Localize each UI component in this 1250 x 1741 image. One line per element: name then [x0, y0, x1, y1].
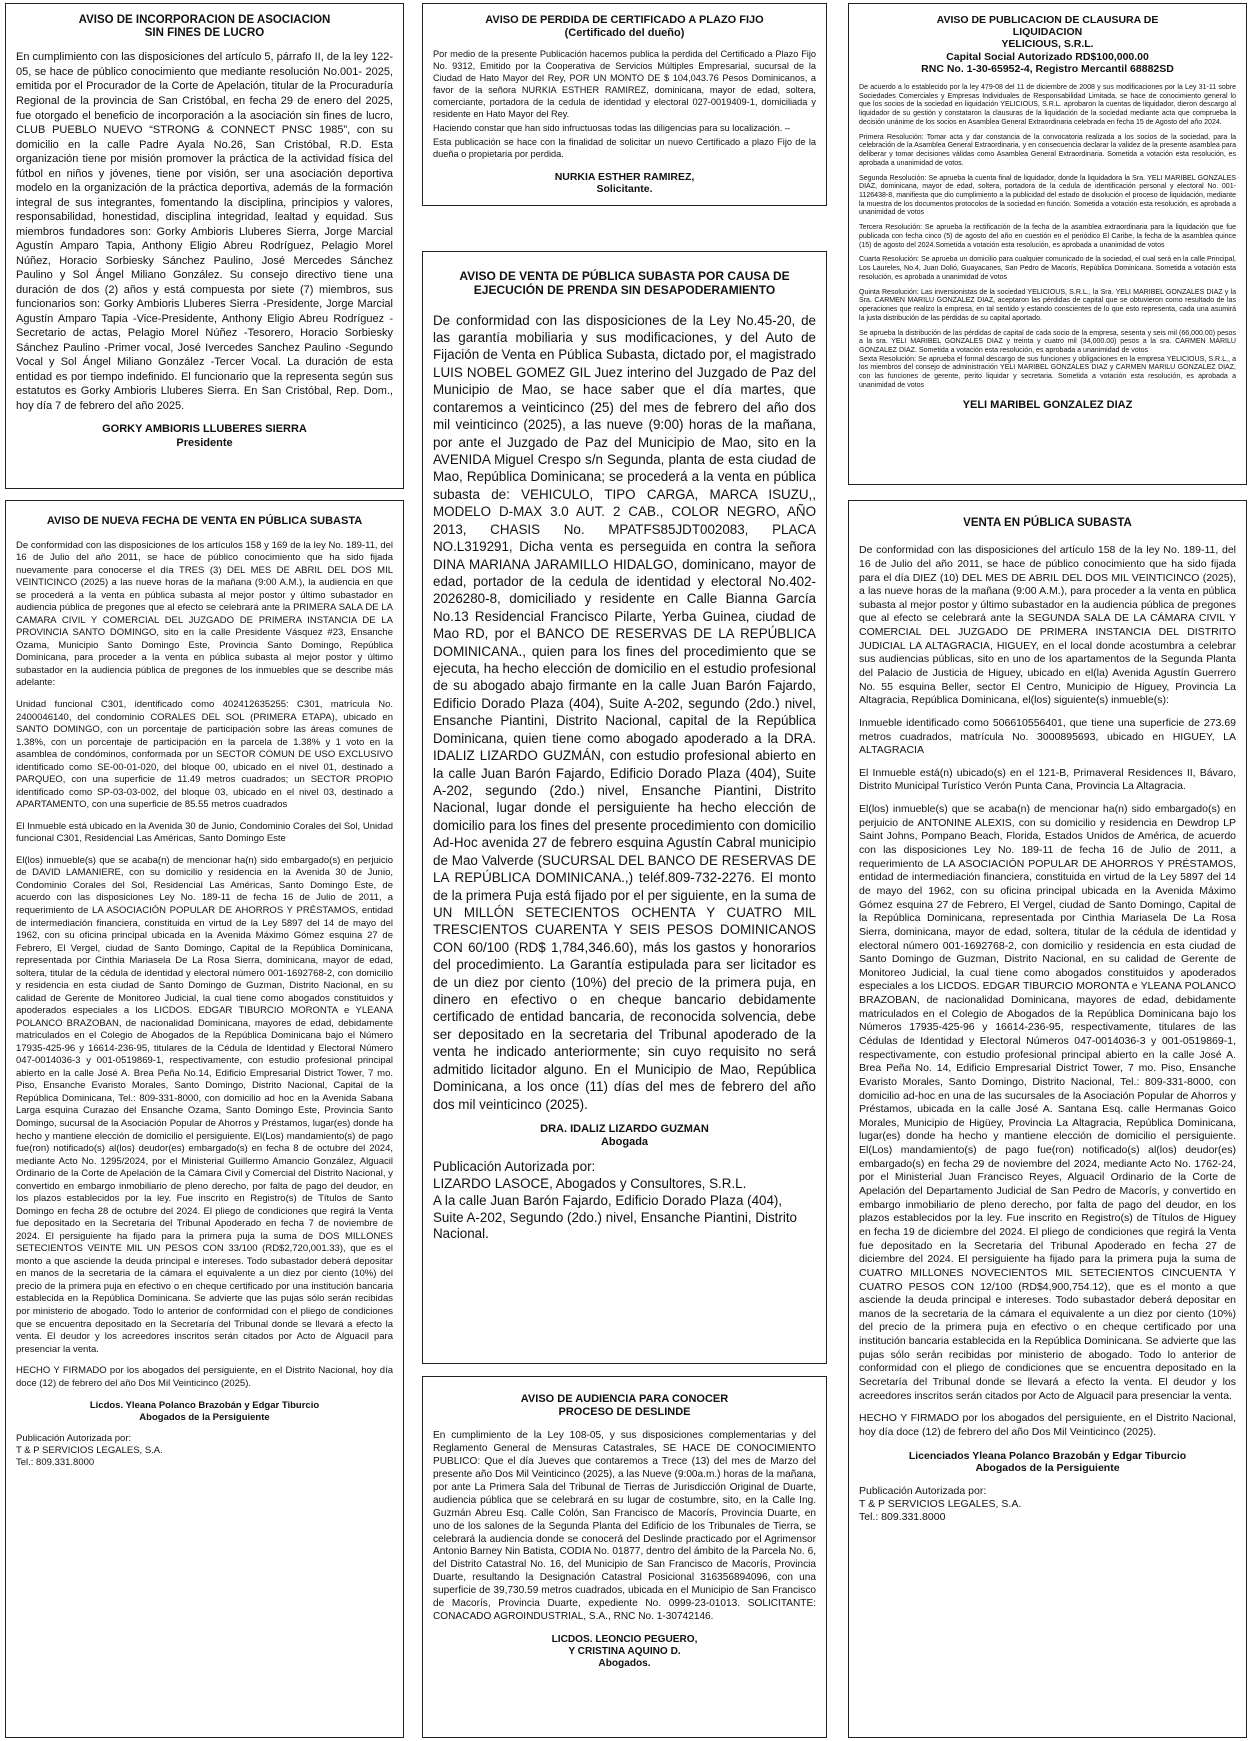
signature-role: Solicitante. — [596, 183, 653, 196]
signature-name: YELI MARIBEL GONZALEZ DIAZ — [962, 398, 1133, 411]
signature-block — [433, 1634, 816, 1670]
notice-title — [16, 515, 393, 528]
notice-closing: HECHO Y FIRMADO por los abogados del persiguiente, en el Distrito Nacional, hoy día doce (12) de febrero del año Dos Mil Veinticinco (2025). — [16, 1365, 393, 1389]
notice-venta-publica-subasta — [848, 500, 1247, 1738]
publication-line: T & P SERVICIOS LEGALES, S.A. — [859, 1497, 1022, 1510]
publication-line: A la calle Juan Barón Fajardo, Edificio Dorado Plaza (404), Suite A-202, Segundo (2do.) nivel, Ensanche Piantini, Distrito Nacional. — [433, 1192, 797, 1242]
title-line: EJECUCIÓN DE PRENDA SIN DESAPODERAMIENTO — [473, 282, 776, 297]
signature-name: Licdos. Yleana Polanco Brazobán y Edgar Tiburcio — [89, 1400, 320, 1412]
title-line: VENTA EN PÚBLICA SUBASTA — [963, 517, 1132, 529]
notice-closing: HECHO Y FIRMADO por los abogados del persiguiente, en el Distrito Nacional, hoy día doce (12) de febrero del año Dos Mil Veinticinco (2025). — [859, 1412, 1236, 1438]
notice-body: Haciendo constar que han sido infructuosas todas las diligencias para su localización. – — [433, 123, 790, 133]
notice-title — [16, 14, 393, 40]
company-name: YELICIOUS, S.R.L. — [1001, 38, 1094, 51]
signature-role: Presidente — [176, 436, 233, 449]
notice-body: Por medio de la presente Publicación hacemos publica la perdida del Certificado a Plazo Fijo No. 9312, Emitido por la Cooperativa de Servicios Múltiples Empresarial, sucursal de la Ciudad de Hato Mayor del Rey, POR UN MONTO DE $ 104,043.76 Pesos Dominicanos, a favor de la señora NURKIA ESTHER RAMIREZ, dominicana, mayor de edad, soltera, comerciante, portadora de la cedula de identidad y electoral 027-0019409-1, domiciliada y residente en Hato Mayor del Rey. — [433, 49, 816, 120]
signature-name: NURKIA ESTHER RAMIREZ, — [554, 170, 695, 183]
publication-line: Publicación Autorizada por: — [16, 1432, 132, 1444]
company-rnc: RNC No. 1-30-65952-4, Registro Mercantil 68882SD — [921, 63, 1174, 76]
publication-line: LIZARDO LASOCE, Abogados y Consultores, S.R.L. — [433, 1176, 747, 1192]
notice-venta-prenda — [422, 251, 827, 1364]
publication-block — [859, 1485, 1236, 1524]
property-location: El Inmueble está(n) ubicado(s) en el 121-B, Primaveral Residences II, Bávaro, Distrito Municipal Turístico Verón Punta Cana, Provincia La Altagracia. — [859, 766, 1236, 793]
title-line: AVISO DE PERDIDA DE CERTIFICADO A PLAZO FIJO — [485, 14, 764, 26]
signature-block — [433, 1123, 816, 1149]
title-line: (Certificado del dueño) — [564, 26, 685, 39]
publication-line: Publicación Autorizada por: — [433, 1159, 596, 1175]
notice-perdida-certificado — [422, 3, 827, 206]
signature-role: Abogada — [600, 1136, 649, 1149]
notice-body: En cumplimiento con las disposiciones del artículo 5, párrafo II, de la ley 122-05, se hace de público conocimiento que mediante resolución No.001- 2025, emitida por el Procurador de la Corte de Apelación, titular de la Procuraduría Regional de la provincia de San Cristóbal, en fecha 29 de enero del 2025, fue otorgado el beneficio de incorporación a la asociación sin fines de lucro, CLUB PUEBLO NUEVO “STRONG & CONNECT PNSC 1985”, con su domicilio en la calle Padre Ayala No.26, San Cristóbal, R.D. Esta organización tiene por misión promover la práctica de la actividad física del fútbol en niños y jóvenes, tiene por visión, ser una asociación deportiva modelo en la organización de la práctica deportiva, además de la formación integral de sus integrantes, fomentando la disciplina, principios y valores, responsabilidad, honestidad, disciplina integridad, lealtad y equidad. Sus miembros fundadores son: Gorky Ambioris Lluberes Sierra, Jorge Marcial Agustín Amparo Tapia, Anthony Eligio Abreu Rodríguez, Pelagio Morel Núñez, Horacio Sorbiesky Sánchez Paulino, José Mercedes Sánchez Paulino y Sol Ángel Miliano González. Su consejo directivo tiene una duración de dos (2) años y está compuesta por siete (7) miembros, sus funcionarios son: Gorky Ambioris Lluberes Sierra -Presidente, Jorge Marcial Agustín Amparo Tapia -Vice-Presidente, Anthony Eligio Abreu Rodríguez - Secretario de actas, Pelagio Morel Núñez -Tesorero, Horacio Sorbiesky Sánchez Paulino -Primer vocal, José Ivercedes Sanchez Paulino -Segundo Vocal y Sol Ángel Miliano González -Tercer Vocal. La duración de esta entidad es por tiempo indefinido. El funcionario que la representa según sus estatutos es Gorky Ambioris Lluberes Sierra. En San Cristóbal, Rep. Dom., hoy día 7 de febrero del año 2025. — [16, 51, 393, 412]
company-capital: Capital Social Autorizado RD$100,000.00 — [946, 50, 1149, 63]
notice-body: De conformidad con las disposiciones del artículo 158 de la ley No. 189-11, del 16 de Julio del año 2011, se hace de público conocimiento que ha sido fijada para el día DIEZ (10) DEL MES DE ABRIL DEL DOS MIL VEINTICINCO (2025), a las nueve horas de la mañana (9:00 A.M.), para proceder a la venta en pública subasta al mejor postor y último subastador en la audiencia pública de pregones que al efecto se celebrará ante la SEGUNDA SALA DE LA CÁMARA CIVIL Y COMERCIAL DEL JUZGADO DE PRIMERA INSTANCIA DEL DISTRITO JUDICIAL LA ALTAGRACIA, HIGUEY, en el local donde acostumbra a celebrar sus audiencias públicas, sito en uno de los apartamentos de la Segunda Planta del Palacio de Justicia de Higuey, ubicado en el(la) Avenida Agustín Guerrero No. 55 esquina Beller, sector El Centro, Municipio de Higuey, Provincia La Altagracia, República Dominicana, el(los) siguiente(s) inmueble(s): — [859, 544, 1236, 707]
signature-name: Licenciados Yleana Polanco Brazobán y Edgar Tiburcio — [908, 1449, 1187, 1462]
title-line: PROCESO DE DESLINDE — [558, 1405, 691, 1418]
title-line: AVISO DE AUDIENCIA PARA CONOCER — [520, 1393, 729, 1405]
notice-body: El(los) inmueble(s) que se acaba(n) de mencionar ha(n) sido embargado(s) en perjuicio de ANTONINE ALEXIS, con su domicilio y residencia en Dewdrop LP Saint Johns, Pompano Beach, Florida, Estados Unidos de América, de acuerdo con las disposiciones Ley No. 189-11 de fecha 16 de Julio de 2011, a requerimiento de LA ASOCIACIÓN POPULAR DE AHORROS Y PRÉSTAMOS, entidad de intermediación financiera, constituida en virtud de la Ley 5897 del 14 de mayo del 1962, con su oficina principal ubicada en la Avenida Máximo Gómez esquina 27 de Febrero, El Vergel, ciudad de Santo Domingo, Capital de la República Dominicana, representada por Cinthia Mariasela De La Rosa Sierra, dominicana, mayor de edad, soltera, titular de la cédula de identidad y electoral número 001-1692768-2, con domicilio y residencia en esta ciudad de Santo Domingo de Guzman, Distrito Nacional, en su calidad de Gerente de Monitoreo Judicial, la cual tiene como abogados constituidos y apoderados especiales a los LICDOS. EDGAR TIBURCIO MORONTA e YLEANA POLANCO BRAZOBAN, de nacionalidad Dominicana, mayores de edad, debidamente matriculados en el Colegio de Abogados de la República Dominicana bajo los Números 17935-425-96 y 16614-236-95, respectivamente, titulares de las Cédulas de Identidad y Electoral Números 047-0014036-3 y 001-0519869-1, respectivamente, con estudio profesional principal abierto en la calle José A. Brea Peña No. 14, Edificio Empresarial District Tower, 7 mo. Piso, Ensanche Evaristo Morales, Santo Domingo, Distrito Nacional, Tel.: 809-331-8000, con domicilio ad-hoc en una de las sucursales de la Asociación Popular de Ahorros y Préstamos, ubicada en la calle José A. Santana Esq. calle Hermanas Goico Morales, Municipio de Higüey, Provincia La Altagracia, República Dominicana, lugar(es) donde ha hecho y mantiene elección de domicilio el persiguiente. El(Los) mandamiento(s) de pago fue(ron) notificado(s) al(los) deudor(es) embargado(s) en fecha 29 de noviembre del 2024, mediante Acto No. 1762-24, por el Ministerial Juan Francisco Reyes, Alguacil Ordinario de la Corte de Apelación del Departamento Judicial de San Pedro de Macorís, y convertido en embargo inmobiliario de pleno derecho, por falta de pago del deudor, en los plazos establecidos por la ley. Fue inscrito en Registro(s) de Títulos de Higuey en fecha 19 de diciembre del 2024. El pliego de condiciones que regirá la Venta fue depositado en la Secretaria del Tribunal Apoderado en fecha 27 de diciembre del 2024. El persiguiente ha fijado para la primera puja la suma de CUATRO MILLONES NOVECIENTOS MIL SETECIENTOS CINCUENTA Y CUATRO PESOS CON 12/100 (RD$4,900,754.12), que es el monto a que asciende la deuda principal e intereses. Todo subastador deberá depositar en manos de la secretaria de la cámara el equivalente a un diez por ciento (10%) del precio de la primera puja en efectivo o en cheque certificado por una institución bancaria establecida en la República Dominicana. Se advierte que las pujas sólo serán recibidas por ministerio de abogado. Todo lo anterior de conformidad con el pliego de condiciones que se encuentra depositado en la Secretaría del Tribunal donde se llevará a efecto la venta. El deudor y los acreedores inscritos serán citados por Acto de Alguacil para presenciar la venta. — [859, 803, 1236, 1402]
resolution-paragraph: Primera Resolución: Tomar acta y dar constancia de la convocatoria realizada a los socios de la sociedad, para la celebración de la Asamblea General Extraordinaria, y en consecuencia declarar la validez de la presente asamblea para deliberar y tomar decisiones válidas como Asamblea General Extraordinaria. Sometida a votación esta resolución, es aprobada a unanimidad de votos. — [859, 133, 1236, 167]
notice-body: Esta publicación se hace con la finalidad de solicitar un nuevo Certificado a plazo Fijo de la dueña o propietaria por perdida. — [433, 136, 816, 159]
notice-body: De conformidad con las disposiciones de la Ley No.45-20, de las garantía mobiliaria y sus modificaciones, y del Auto de Fijación de Venta en Pública Subasta, dictado por, el magistrado LUIS NOBEL GOMEZ GIL Juez interino del Juzgado de Paz del Municipio de Mao, se hace saber que el día martes, que contaremos a veinticinco (25) del mes de febrero del año dos mil veinticinco (2025), a las nueve (9:00) horas de la mañana, por ante el Juzgado de Paz del Municipio de Mao, sito en la AVENIDA Miguel Crespo s/n Segunda, planta de esta ciudad de Mao, República Dominicana; se procederá a la venta en pública subasta de: VEHICULO, TIPO CARGA, MARCA ISUZU,, MODELO D-MAX 3.0 AUT. 2 CAB., COLOR NEGRO, AÑO 2013, CHASIS No. MPATFS85JDT002083, PLACA NO.L319291, Dicha venta es perseguida en contra la señora DINA MARIANA JARAMILLO HIDALGO, dominicano, mayor de edad, portador de la cedula de identidad y electoral No.402-2026280-8, domiciliado y residente en Calle Bianna García No.13 Residencial Francisco Pilarte, Yerba Guinea, ciudad de Mao RD, por el BANCO DE RESERVAS DE LA REPÚBLICA DOMINICANA., quien para los fines del procedimiento que se ejecuta, ha hecho elección de domicilio en el estudio profesional de su abogado abajo firmante en la calle Juan Barón Fajardo, Edificio Dorado Plaza (404), Suite A-202, segundo (2do.) nivel, Ensanche Piantini, Distrito Nacional, capital de la República Dominicana, quien tiene como abogado apoderado a la DRA. IDALIZ LIZARDO GUZMÁN, con estudio profesional abierto en la calle Juan Barón Fajardo, Edificio Dorado Plaza (404), Suite A-202, segundo (2do.) nivel, Ensanche Piantini, Distrito Nacional, lugar donde el persiguiente ha hecho elección de domicilio para los fines del presente procedimiento con domicilio Ad-Hoc avenida 27 de febrero esquina Agustín Cabral municipio de Mao Valverde (SUCURSAL DEL BANCO DE RESERVAS DE LA REPÚBLICA DOMINICANA.,) teléf.809-732-2276. El monto de la primera Puja está fijado por el per siguiente, en la suma de UN MILLÓN SETECIENTOS OCHENTA Y CUATRO MIL TRESCIENTOS CUARENTA Y SEIS PESOS DOMINICANOS CON 60/100 (RD$ 1,784,346.60), más los gastos y honorarios del procedimiento. La Garantía estipulada para ser licitador es de un diez por ciento (10%) del precio de la primera puja, en dinero en efectivo o en cheque bancario debidamente certificado de entidad bancaria, de reconocida solvencia, debe ser depositado en la secretaria del Tribunal apoderado de la venta he indicado anteriormente; sin cuyo requisito no será admitido licitador alguno. En el Municipio de Mao, República Dominicana, a los once (11) días del mes de febrero del año dos mil veinticinco (2025). — [433, 312, 816, 1112]
notice-body: El(los) inmueble(s) que se acaba(n) de mencionar ha(n) sido embargado(s) en perjuicio de DAVID LAMANIERE, con su domicilio y residencia en la Avenida 30 de Junio, Condominio Corales del Sol, Residencial Las Américas, Santo Domingo Este, de acuerdo con las disposiciones Ley No. 189-11 de fecha 16 de Julio de 2011, a requerimiento de LA ASOCIACIÓN POPULAR DE AHORROS Y PRÉSTAMOS, entidad de intermediación financiera, constituida en virtud de la Ley 5897 del 14 de mayo del 1962, con su oficina principal ubicada en la Avenida Máximo Gómez esquina 27 de Febrero, El Vergel, ciudad de Santo Domingo, Capital de la República Dominicana, representada por Cinthia Mariasela De La Rosa Sierra, dominicana, mayor de edad, soltera, titular de la cédula de identidad y electoral número 001-1692768-2, con domicilio y residencia en esta ciudad de Santo Domingo de Guzman, Distrito Nacional, en su calidad de Gerente de Monitoreo Judicial, la cual tiene como abogados constituidos y apoderados especiales a los LICDOS. EDGAR TIBURCIO MORONTA e YLEANA POLANCO BRAZOBAN, de nacionalidad Dominicana, mayores de edad, debidamente matriculados en el Colegio de Abogados de la República Dominicana bajo el Número 17935-425-96 y 16614-236-95, titulares de la Cédula de Identidad y Electoral Número 047-0014036-3 y 001-0519869-1, respectivamente, con estudio profesional principal abierto en la calle José A. Brea Peña No.14, Edificio Empresarial District Tower, 7 mo. Piso, Ensanche Evaristo Morales, Santo Domingo, Distrito Nacional, Capital de la República Dominicana, Tel.: 809-331-8000, con domicilio ad hoc en la Avenida Sabana Larga esquina Curazao del Ensanche Ozama, Santo Domingo Este, Provincia Santo Domingo, sucursal de la Asociación Popular de Ahorros y Préstamos, lugar(es) donde ha hecho y mantiene elección de domicilio el persiguiente. El(Los) mandamiento(s) de pago fue(ron) notificado(s) al(los) deudor(es) embargado(s) en fecha 8 de octubre del 2024, mediante Acto No. 1295/2024, por el Ministerial Guillermo Amancio González, Alguacil Ordinario de la Corte de Apelación de la Cámara Civil y Comercial del Distrito Nacional, y convertido en embargo inmobiliario de pleno derecho, por falta de pago del deudor, en los plazos establecidos por la ley. Fue inscrito en Registro(s) de Títulos de Santo Domingo en fecha 28 de octubre del 2024. El pliego de condiciones que regirá la Venta fue depositado en la Secretaria del Tribunal Apoderado en fecha 7 de noviembre de 2024. El persiguiente ha fijado para la primera puja la suma de DOS MILLONES SETECIENTOS VEINTE MIL UN PESOS CON 33/100 (RD$2,720,001.33), que es el monto a que asciende la deuda principal e intereses. Todo subastador deberá depositar en manos de la secretaria de la cámara el equivalente a un diez por ciento (10%) del precio de la primera puja en efectivo o en cheque certificado por una institución bancaria establecida en la República Dominicana. Se advierte que las pujas sólo serán recibidas por ministerio de abogado. Todo lo anterior de conformidad con el pliego de condiciones que se encuentra depositado en la Secretaría del Tribunal donde se llevará a efecto la venta. El deudor y los acreedores inscritos serán citados por Acto de Alguacil para presenciar la venta. — [16, 854, 393, 1355]
publication-line: Tel.: 809.331.8000 — [859, 1511, 946, 1524]
signature-name: GORKY AMBIORIS LLUBERES SIERRA — [102, 423, 307, 436]
notice-clausura-liquidacion — [848, 3, 1247, 485]
signature-block — [16, 423, 393, 449]
resolution-paragraph: Tercera Resolución: Se aprueba la rectificación de la fecha de la asamblea extraordinaria para la liquidación que fue publicada con fecha cinco (5) de agosto del año en cuestión en el periódico El Caribe, la fecha de la asamblea quince (15) de agosto del 2024.Sometida a votación esta resolución, es aprobada a unanimidad de votos — [859, 224, 1236, 249]
title-line: LIQUIDACION — [1012, 26, 1083, 39]
signature-block — [433, 171, 816, 196]
company-header — [859, 38, 1236, 76]
title-line: AVISO DE INCORPORACION DE ASOCIACION — [78, 14, 331, 26]
property-location: El Inmueble está ubicado en la Avenida 30 de Junio, Condominio Corales del Sol, Unidad funcional C301, Residencial Las Américas, Santo Domingo Este — [16, 820, 393, 845]
title-line: AVISO DE VENTA DE PÚBLICA SUBASTA POR CAUSA DE — [459, 269, 790, 283]
notice-body: En cumplimiento de la Ley 108-05, y sus disposiciones complementarias y del Reglamento General de Mensuras Catastrales, SE HACE DE CONOCIMIENTO PUBLICO: Que el día Jueves que contaremos a Trece (13) del mes de Marzo del presente año Dos Mil Veinticinco (2025), a las Nueve (9:00a.m.) horas de la mañana, por ante La Primera Sala del Tribunal de Tierras de Jurisdicción Original de Duarte, audiencia pública que se celebrará en su lugar de costumbre, sito, en la Calle Ing. Guzmán Abreu Esq. Calle Colón, San Francisco de Macorís, Provincia Duarte, en uno de los salones de la Segunda Planta del Edificio de los Tribunales de Tierra, se celebrará la audiencia donde se conocerá del Deslinde practicado por el Agrimensor Antonio Barney Nin Batista, CODIA No. 01877, dentro del ámbito de la Parcela No. 6, del Distrito Catastral No. 16, del Municipio de San Francisco de Macorís, Provincia Duarte, resultando la Designación Catastral Posicional 316356894096, con una superficie de 39,730.59 metros cuadrados, ubicada en el Municipio de San Francisco de Macorís, Provincia Duarte, expediente No. 0999-23-01013. SOLICITANTE: CONACADO AGROINDUSTRIAL, S.A., RNC No. 1-30742146. — [433, 1430, 816, 1622]
resolution-paragraph: Cuarta Resolución: Se aprueba un domicilio para cualquier comunicado de la sociedad, el cual será en la calle Principal, Los Laureles, No.4, Juan Dolió, Guayacanes, San Pedro de Macorís, República Dominicana. Sometida a votación esta resolución, es aprobada a unanimidad de votos — [859, 256, 1236, 281]
notice-incorporacion — [5, 3, 404, 489]
signature-role: Abogados. — [598, 1658, 651, 1670]
notice-title — [859, 517, 1236, 530]
publication-line: Tel.: 809.331.8000 — [16, 1456, 95, 1468]
notice-nueva-fecha-subasta — [5, 500, 404, 1738]
notice-audiencia-deslinde — [422, 1376, 827, 1738]
publication-line: Publicación Autorizada por: — [859, 1484, 987, 1497]
publication-block — [16, 1433, 393, 1469]
resolution-paragraph: Se aprueba la distribución de las pérdidas de capital de cada socio de la empresa, sesenta y seis mil (66,000.00) pesos a la sra. YELI MARIBEL GONZALES DIAZ y treinta y cuatro mil (34,000.00) pesos a la sra. CARMEN MARILU GONZALEZ DIAZ. Sometida a votación esta resolución, es aprobada a unanimidad de votos — [859, 329, 1236, 354]
signature-block — [16, 1400, 393, 1423]
resolution-paragraph: Segunda Resolución: Se aprueba la cuenta final de liquidador, donde la liquidadora la Sra. YELI MARIBEL GONZALES DIAZ, dominicana, mayor de edad, soltera, portadora de la cedula de identificación personal y electoral No. 001-1126438-8, manifiesta que dio cumplimiento a la publicidad del estado de disolución el proceso de liquidación, mediante la muestra de los documentos protocolos de la sociedad en función. Sometida a votación esta resolución, es aprobada a unanimidad de votos — [859, 174, 1236, 217]
notice-title — [433, 270, 816, 298]
signature-block — [859, 1450, 1236, 1475]
notice-title — [859, 14, 1236, 38]
title-line: SIN FINES DE LUCRO — [144, 27, 265, 40]
notice-title — [433, 14, 816, 39]
signature-block — [859, 399, 1236, 412]
resolution-paragraph: Quinta Resolución: Las inversionistas de la sociedad YELICIOUS, S.R.L., la Sra. YELI MARIBEL GONZALES DIAZ y la Sra. CARMEN MARILU GONZALEZ DIAZ, aceptaron las pérdidas de capital que se obtuvieron como resultado de las operaciones que realizo la empresa, en tal sentido y estando conscientes de lo que esto representa, cada una asumirá la justa distribución de las pérdidas de su capital aportado. — [859, 288, 1236, 322]
signature-name: LICDOS. LEONCIO PEGUERO, — [551, 1633, 698, 1645]
title-line: AVISO DE PUBLICACION DE CLAUSURA DE — [936, 14, 1159, 26]
property-description: Inmueble identificado como 506610556401, que tiene una superficie de 273.69 metros cuadrados, matrícula No. 3000895693, ubicado en HIGUEY, LA ALTAGRACIA — [859, 716, 1236, 757]
title-line: AVISO DE NUEVA FECHA DE VENTA EN PÚBLICA SUBASTA — [46, 515, 363, 527]
notice-body: De conformidad con las disposiciones de los artículos 158 y 169 de la ley No. 189-11, del 16 de Julio del año 2011, se hace de público conocimiento que ha sido fijada nuevamente para conocerse el día TRES (3) DEL MES DE ABRIL DEL DOS MIL VEINTICINCO (2025) a las nueve horas de la mañana (9:00 A.M.), la audiencia en que se procederá a la venta en pública subasta al mejor postor y último subastador en audiencia pública de pregones que al efecto se celebrará ante la PRIMERA SALA DE LA CAMARA CIVIL Y COMERCIAL DEL JUZGADO DE PRIMERA INSTANCIA DE LA PROVINCIA SANTO DOMINGO, sito en la calle Presidente Vásquez #23, Ensanche Ozama, Municipio Santo Domingo Este, Provincia Santo Domingo, República Dominicana, para proceder a la venta en pública subasta al mejor postor y último subastador en la audiencia pública de pregones de los inmuebles que se describe más adelante: — [16, 539, 393, 689]
signature-role: Abogados de la Persiguiente — [139, 1411, 270, 1423]
notice-title — [433, 1393, 816, 1418]
signature-role: Abogados de la Persiguiente — [975, 1462, 1120, 1475]
signature-name: DRA. IDALIZ LIZARDO GUZMAN — [540, 1123, 709, 1135]
signature-name: Y CRISTINA AQUINO D. — [568, 1645, 681, 1657]
property-description: Unidad funcional C301, identificado como 402412635255: C301, matrícula No. 2400046140, del condominio CORALES DEL SOL (PRIMERA ETAPA), ubicado en SANTO DOMINGO, con un porcentaje de participación sobre las áreas comunes de 1.38%, con un porcentaje de participación en la parcela de 1.38% y 1 voto en la asamblea de condóminos, conformada por un SECTOR COMUN DE USO EXCLUSIVO identificado como SE-00-01-020, del bloque 00, ubicado en el nivel 01, destinado a PARQUEO, con una superficie de 11.49 metros cuadrados; un SECTOR PROPIO identificado como SP-03-03-002, del bloque 03, ubicado en el nivel 03, destinado a APARTAMENTO, con una superficie de 85.55 metros cuadrados — [16, 699, 393, 811]
publication-block — [433, 1159, 816, 1243]
notice-body: De acuerdo a lo establecido por la ley 479-08 del 11 de diciembre de 2008 y sus modificaciones por la Ley 31-11 sobre Sociedades Comerciales y Empresas Individuales de Responsabilidad Limitada, se hace de conocimiento general lo que los socios de la sociedad en liquidación YELICIOUS, S.R.L. aprobaron la cuentas de liquidador, dieron descargo al liquidador de su gestión y constataron la clausuras de la liquidación de la sociedad mediante acta que comprueba la decisión unánime de los socios en Asamblea General Extraordinaria celebrada en fecha 15 de Agosto del año 2024. — [859, 83, 1236, 126]
resolution-paragraph: Sexta Resolución: Se aprueba el formal descargo de sus funciones y obligaciones en la empresa YELICIOUS, S.R.L., a los miembros del consejo de administración YELI MARIBEL GONZALES DIAZ y CARMEN MARILU GONZALEZ DIAZ, con las funciones de gerente, perito liquidar y secretaria. Sometida a votación esta resolución, es aprobada a unanimidad de votos — [859, 355, 1236, 389]
publication-line: T & P SERVICIOS LEGALES, S.A. — [16, 1444, 163, 1456]
